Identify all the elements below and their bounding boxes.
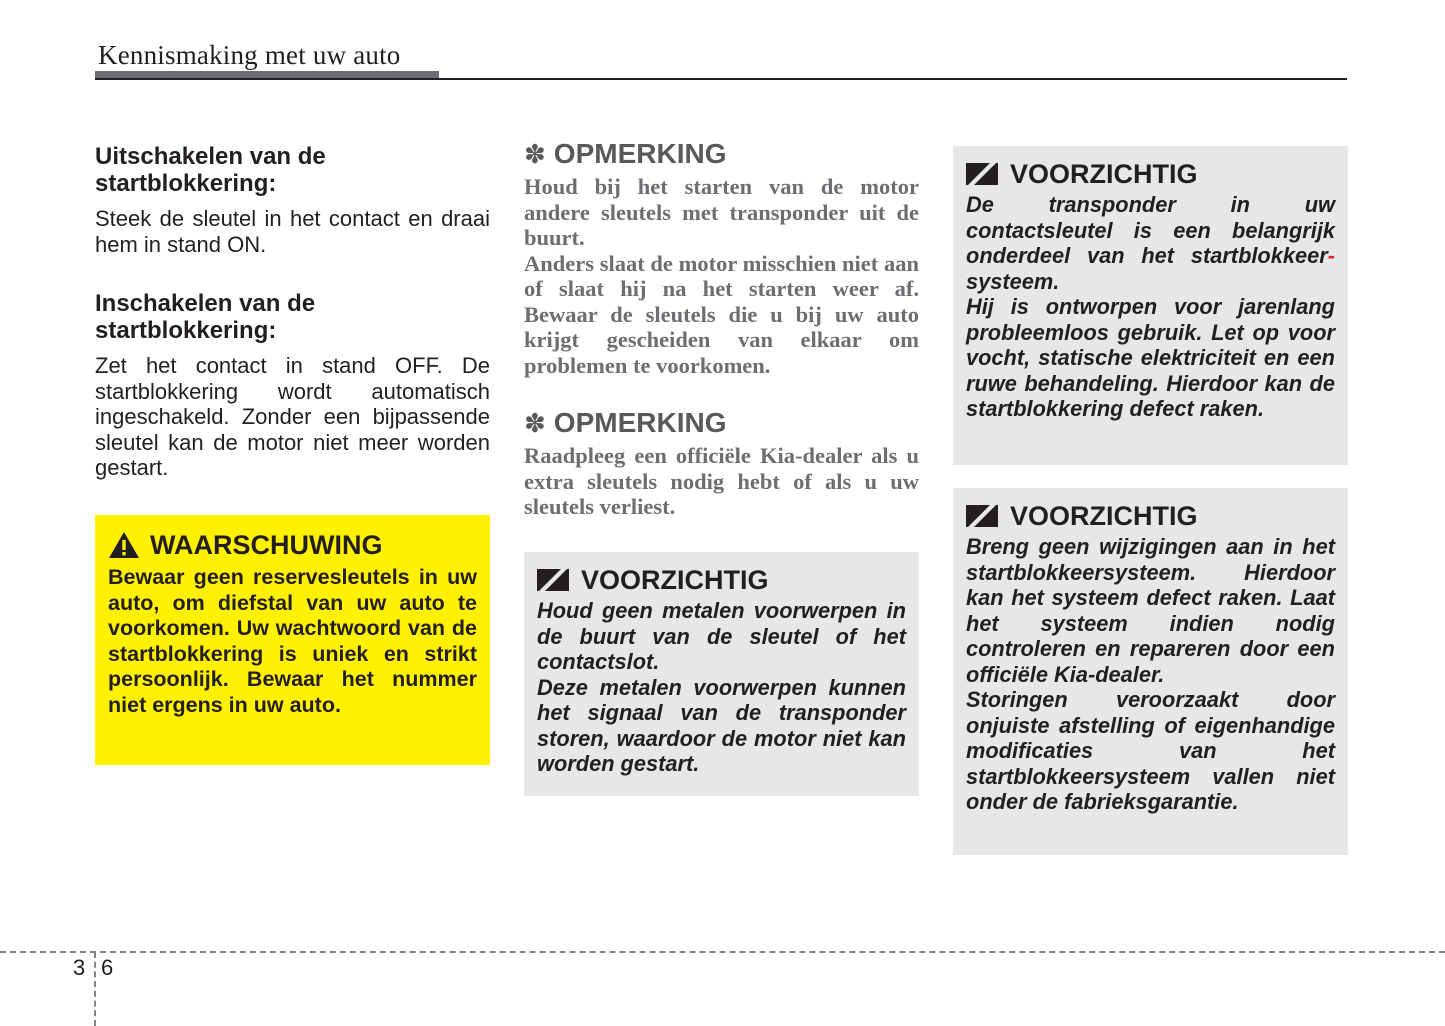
page-number: 6 [101,955,114,980]
warning-text: Bewaar geen reservesleutels in uw auto, om diefstal van uw auto te voorkomen. Uw wachtwoord van de startblokkering is uniek en strikt persoonlijk. Bewaar het nummer niet ergens in uw auto. [108,565,477,717]
caution-slash-icon [966,163,998,185]
warning-heading [108,529,477,561]
note-heading-2-label: OPMERKING [553,407,727,438]
caution-2-text-b: Storingen veroorzaakt door onjuiste afstelling of eigenhandige modificaties van het startblokkeersysteem vallen niet onder de fabrieksgarantie. [966,687,1335,814]
caution-slash-icon [966,505,998,527]
header-rule [95,78,1347,80]
disable-immobilizer-heading: Uitschakelen van de startblokkering: [95,143,326,197]
warning-heading-label: WAARSCHUWING [150,530,383,560]
note-1-text-a: Houd bij het starten van de motor andere sleutels met transponder uit de buurt. [524,174,919,250]
enable-immobilizer-text: Zet het contact in stand OFF. De startblokkering wordt automatisch ingeschakeld. Zonder een bijpassende sleutel kan de motor niet meer worden gestart. [95,353,490,480]
caution-box-right-2 [953,488,1348,855]
note-heading-1-label: OPMERKING [553,138,727,169]
caution-heading-label: VOORZICHTIG [581,565,769,595]
note-1-text-b: Anders slaat de motor misschien niet aan of slaat hij na het starten weer af. Bewaar de sleutels die u bij uw auto krijgt gescheiden van elkaar om problemen te voorkomen. [524,250,919,378]
caution-slash-icon [537,569,569,591]
caution-heading-label: VOORZICHTIG [1010,501,1198,531]
caution-1-text-a: De transponder in uw contactsleutel is een belangrijk onderdeel van het startblokkeer- systeem. [966,192,1335,294]
footer-dashed-divider [94,952,96,1026]
footer-dashed-rule [0,951,1445,953]
middle-column [524,138,919,520]
caution-heading-label: VOORZICHTIG [1010,159,1198,189]
caution-heading [966,500,1335,532]
page-header-title: Kennismaking met uw auto [98,40,401,70]
caution-text-b: Deze metalen voorwerpen kunnen het signaal van de transponder storen, waardoor de motor niet kan worden gestart. [537,674,906,776]
caution-heading [966,158,1335,190]
warning-box [95,515,490,765]
note-2-text: Raadpleeg een officiële Kia-dealer als u extra sleutels nodig hebt of als u uw sleutels verliest. [524,443,919,519]
caution-1-text-b: Hij is ontworpen voor jarenlang probleemloos gebruik. Let op voor vocht, statische elektriciteit en een ruwe behandeling. Hierdoor kan de startblokkering defect raken. [966,294,1335,421]
caution-box-right-1 [953,146,1348,465]
warning-triangle-icon [108,531,140,559]
caution-2-text-a: Breng geen wijzigingen aan in het startblokkeersysteem. Hierdoor kan het systeem defect raken. Laat het systeem indien nodig controleren en repareren door een officiële Kia-dealer. [966,534,1335,687]
page-section-number: 3 [73,955,86,980]
caution-box-middle [524,552,919,796]
caution-text-a: Houd geen metalen voorwerpen in de buurt van de sleutel of het contactslot. [537,598,906,674]
note-heading-1 [524,138,919,170]
disable-immobilizer-text: Steek de sleutel in het contact en draai hem in stand ON. [95,206,490,257]
asterisk-icon: ✽ [524,139,546,169]
note-heading-2 [524,407,919,439]
left-column [95,138,490,481]
enable-immobilizer-heading: Inschakelen van de startblokkering: [95,290,316,344]
caution-heading [537,564,906,596]
asterisk-icon: ✽ [524,408,546,438]
